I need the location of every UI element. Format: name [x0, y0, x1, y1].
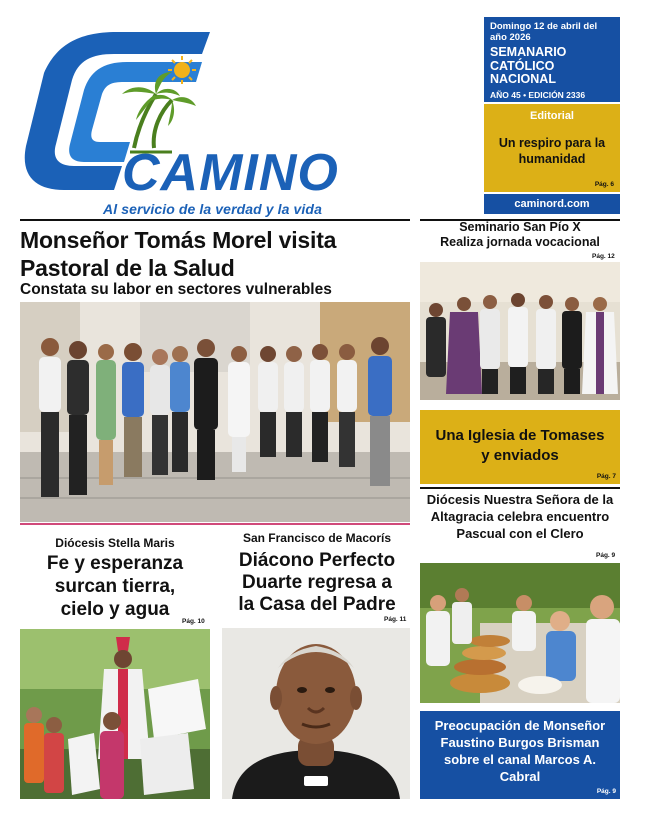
editorial-page-ref: Pág. 6 — [594, 181, 614, 188]
main-story-photo[interactable] — [20, 302, 410, 522]
editorial-box[interactable] — [484, 104, 620, 192]
macoris-headline[interactable] — [220, 550, 414, 616]
main-subheadline: Constata su labor en sectores vulnerables — [20, 281, 332, 298]
seminario-photo[interactable] — [420, 262, 620, 400]
masthead-divider — [20, 219, 410, 221]
edition-number: AÑO 45 • EDICIÓN 2336 — [490, 89, 586, 100]
seminario-page-ref: Pág. 12 — [592, 253, 615, 260]
preocupacion-box[interactable] — [420, 711, 620, 799]
editorial-label: Editorial — [529, 110, 574, 122]
editorial-headline: Un respiro para la humanidad — [498, 136, 606, 166]
stella-maris-headline[interactable] — [20, 552, 210, 621]
main-headline[interactable]: Monseñor Tomás Morel visita Pastoral de la Salud — [20, 227, 337, 281]
stella-maris-headline-line3: cielo y agua — [60, 599, 170, 620]
altagracia-headline[interactable]: Diócesis Nuestra Señora de la Altagracia celebra encuentro Pascual con el Clero — [426, 492, 614, 541]
macoris-page-ref: Pág. 11 — [384, 616, 407, 623]
camino-logo — [22, 28, 414, 198]
right-column-divider — [420, 487, 620, 489]
main-story-divider — [20, 523, 410, 525]
macoris-portrait-photo[interactable] — [222, 628, 410, 799]
altagracia-page-ref: Pág. 9 — [596, 552, 616, 559]
stella-maris-page-ref: Pág. 10 — [182, 618, 205, 625]
stella-maris-headline-line2: surcan tierra, — [54, 576, 176, 597]
stella-maris-kicker: Diócesis Stella Maris — [55, 536, 175, 550]
preocupacion-headline: Preocupación de Monseñor Faustino Burgos Brisman sobre el canal Marcos A. Cabral — [434, 718, 606, 784]
seminario-headline-line1: Seminario San Pío X — [459, 220, 581, 234]
palm-trees-icon — [122, 72, 196, 152]
preocupacion-page-ref: Pág. 9 — [596, 788, 616, 795]
website-link[interactable]: caminord.com — [484, 194, 620, 214]
stella-maris-headline-line1: Fe y esperanza — [46, 553, 184, 574]
altagracia-photo[interactable] — [420, 563, 620, 703]
tagline: Al servicio de la verdad y la vida — [103, 201, 322, 217]
seminario-headline-line2: Realiza jornada vocacional — [440, 235, 600, 249]
iglesia-box[interactable] — [420, 410, 620, 484]
issue-info-box — [484, 17, 620, 102]
macoris-headline-line3: la Casa del Padre — [238, 594, 396, 615]
iglesia-headline: Una Iglesia de Tomases y enviados — [435, 427, 605, 464]
iglesia-page-ref: Pág. 7 — [596, 473, 616, 480]
seminario-headline[interactable] — [420, 220, 620, 250]
macoris-headline-line2: Duarte regresa a — [242, 572, 392, 593]
issue-date: Domingo 12 de abril del año 2026 — [490, 21, 598, 43]
publication-type: SEMANARIO CATÓLICO NACIONAL — [490, 45, 567, 86]
macoris-kicker: San Francisco de Macorís — [242, 531, 392, 545]
macoris-headline-line1: Diácono Perfecto — [238, 550, 396, 571]
logo-wordmark: CAMINO — [122, 144, 339, 198]
stella-maris-photo[interactable] — [20, 629, 210, 799]
